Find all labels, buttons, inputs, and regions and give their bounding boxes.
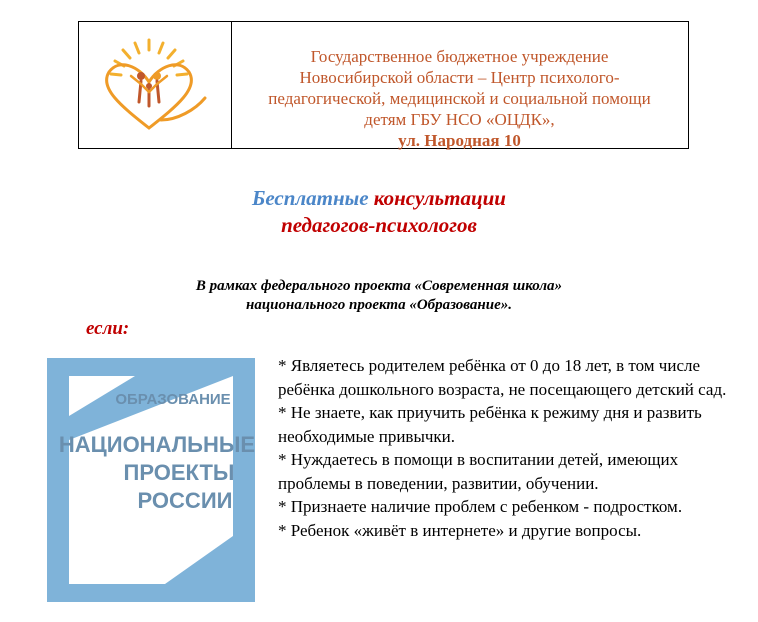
title-word-blue: Бесплатные [252, 186, 369, 210]
org-line: педагогической, медицинской и социальной помощи [268, 89, 651, 108]
list-item: * Признаете наличие проблем с ребенком - подростком. [278, 497, 683, 516]
subtitle [0, 277, 758, 315]
title-word-red: консультации [373, 186, 506, 210]
org-address: ул. Народная 10 [398, 131, 521, 150]
list-item: * Ребенок «живёт в интернете» и другие вопросы. [278, 520, 642, 540]
np-logo-line1: НАЦИОНАЛЬНЫЕ [58, 432, 255, 457]
np-logo-line2: ПРОЕКТЫ [123, 460, 235, 485]
np-logo-top-text: ОБРАЗОВАНИЕ [115, 391, 231, 408]
list-item: * Являетесь родителем ребёнка от 0 до 18 лет, в том числе ребёнка дошкольного возраста, не посещающего детский сад. [278, 356, 727, 399]
national-projects-logo [47, 358, 255, 602]
header-box [78, 21, 689, 149]
list-item: * Нуждаетесь в помощи в воспитании детей, имеющих проблемы в поведении, развитии, обучении. [278, 450, 679, 493]
org-line: Государственное бюджетное учреждение [310, 47, 609, 66]
list-item: * Не знаете, как приучить ребёнка к режиму дня и развить необходимые привычки. [278, 403, 702, 446]
title-line2: педагогов-психологов [281, 213, 477, 237]
subtitle-line2: национального проекта «Образование». [246, 297, 512, 313]
org-line: Новосибирской области – Центр психолого- [299, 68, 620, 87]
conditions-list [278, 354, 748, 542]
heart-sun-family-logo-icon [91, 36, 215, 136]
organization-info [231, 46, 688, 151]
org-line: детям ГБУ НСО «ОЦДК», [364, 110, 555, 129]
if-label: если: [86, 318, 130, 339]
page-title [0, 185, 758, 239]
np-logo-line3: РОССИИ [137, 488, 233, 513]
subtitle-line1: В рамках федерального проекта «Современная школа» [195, 278, 563, 294]
